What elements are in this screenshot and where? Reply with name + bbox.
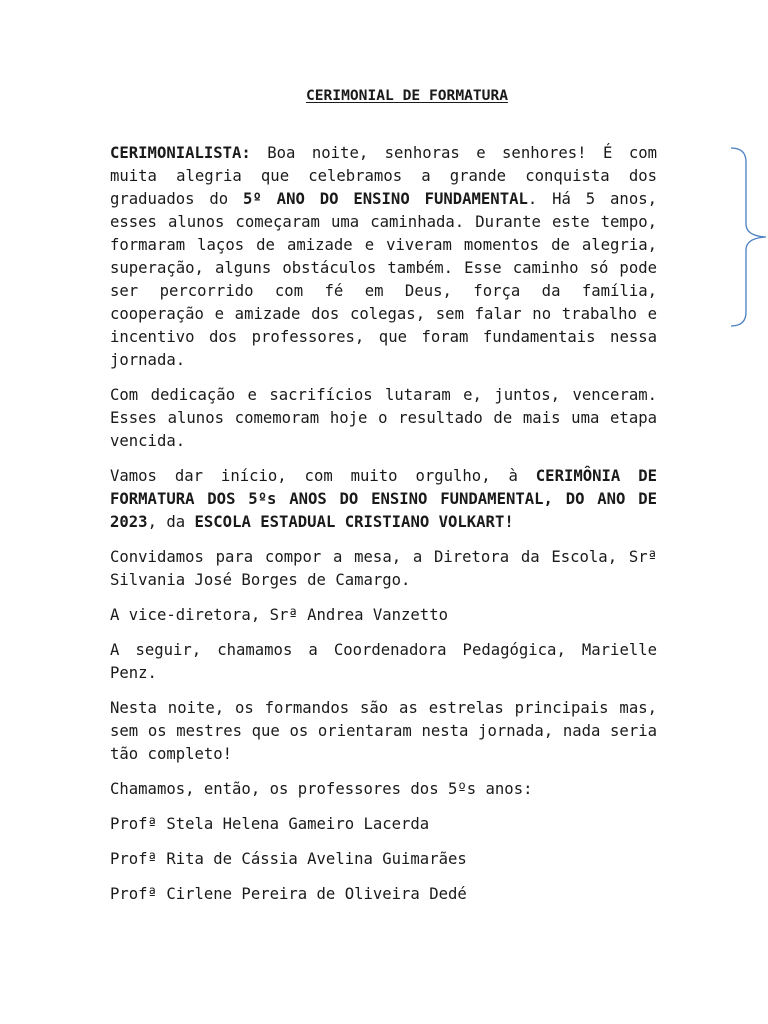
paragraph-opening <box>110 465 657 534</box>
paragraph-director: Convidamos para compor a mesa, a Diretora da Escola, Srª Silvania José Borges de Camargo. <box>110 548 657 589</box>
opening-bold-school: ESCOLA ESTADUAL CRISTIANO VOLKART! <box>194 513 514 531</box>
paragraph-coordinator: A seguir, chamamos a Coordenadora Pedagógica, Marielle Penz. <box>110 641 657 682</box>
opening-bold-ceremony: CERIMÔNIA DE FORMATURA DOS 5ºs ANOS DO ENSINO FUNDAMENTAL, DO ANO DE 2023 <box>110 467 657 531</box>
teacher-item: Profª Stela Helena Gameiro Lacerda <box>110 815 430 833</box>
teacher-item: Profª Cirlene Pereira de Oliveira Dedé <box>110 885 467 903</box>
paragraph-intro <box>110 142 657 372</box>
teacher-item: Profª Rita de Cássia Avelina Guimarães <box>110 850 467 868</box>
document-title: CERIMONIAL DE FORMATURA <box>305 87 509 104</box>
opening-text-2: , da <box>147 513 195 531</box>
intro-bold-grade: 5º ANO DO ENSINO FUNDAMENTAL <box>243 190 528 208</box>
paragraph-call-teachers: Chamamos, então, os professores dos 5ºs anos: <box>110 780 533 798</box>
paragraph-teachers-intro: Nesta noite, os formandos são as estrelas principais mas, sem os mestres que os orientaram nesta jornada, nada seria tão completo! <box>110 699 657 763</box>
paragraph-dedication: Com dedicação e sacrifícios lutaram e, juntos, venceram. Esses alunos comemoram hoje o resultado de mais uma etapa vencida. <box>110 386 657 450</box>
intro-text-1: Boa noite, senhoras e senhores! É com muita alegria que celebramos a grande conquista dos graduados do <box>110 144 657 208</box>
speaker-label: CERIMONIALISTA: <box>110 144 251 162</box>
document-body <box>110 142 657 918</box>
paragraph-vice-director: A vice-diretora, Srª Andrea Vanzetto <box>110 606 448 624</box>
intro-text-2: . Há 5 anos, esses alunos começaram uma caminhada. Durante este tempo, formaram laços de amizade e viveram momentos de alegria, superação, alguns obstáculos também. Esse caminho só pode ser percorrido com fé em Deus, força da família, cooperação e amizade dos colegas, sem falar no trabalho e incentivo dos professores, que foram fundamentais nessa jornada. <box>110 190 657 369</box>
opening-text-1: Vamos dar início, com muito orgulho, à <box>110 467 536 485</box>
right-curly-brace-icon <box>728 146 768 328</box>
